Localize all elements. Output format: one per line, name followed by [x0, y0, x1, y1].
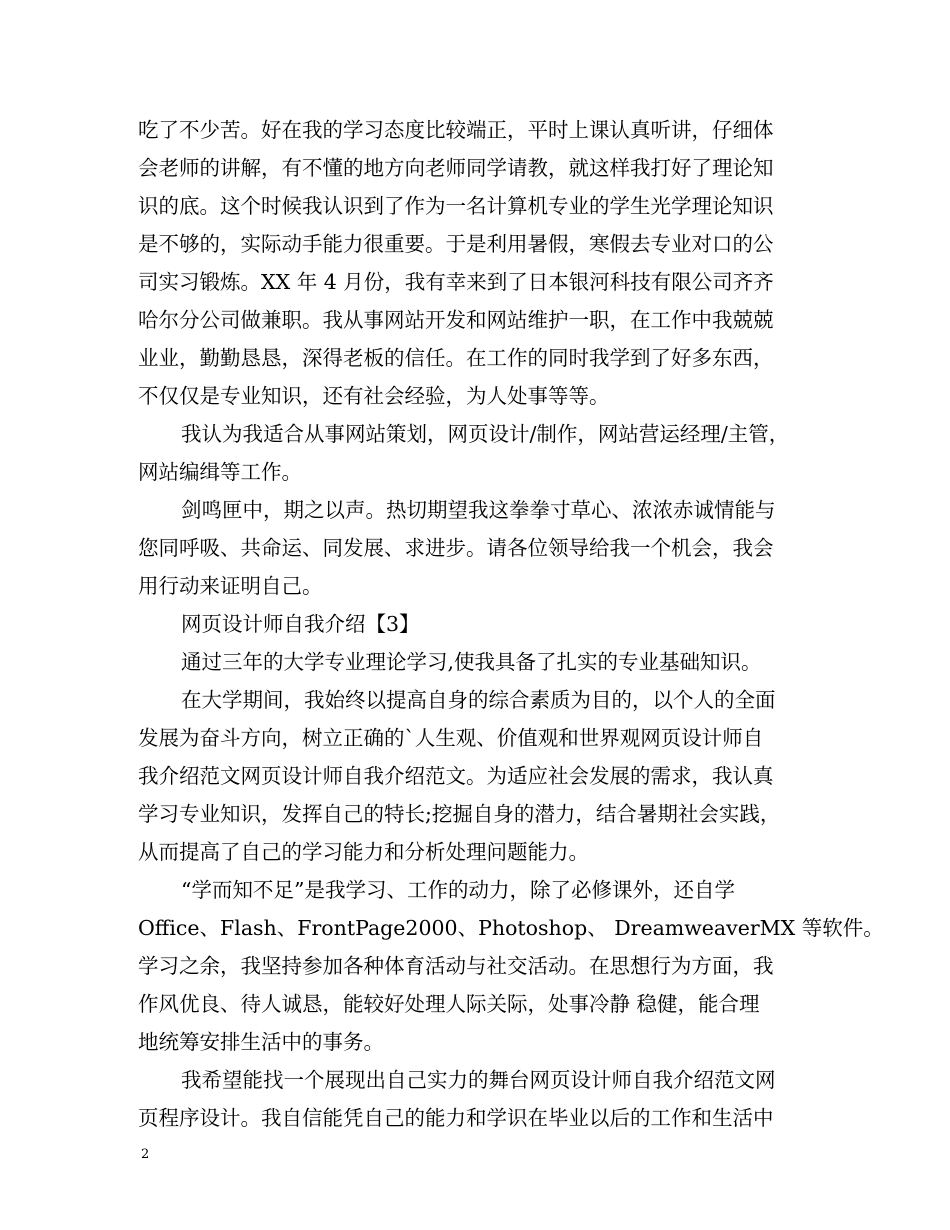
text-line: 我介绍范文网页设计师自我介绍范文。为适应社会发展的需求，我认真 [138, 764, 774, 788]
text-line: 是不够的，实际动手能力很重要。于是利用暑假，寒假去专业对口的公 [138, 232, 774, 256]
text-line: 司实习锻炼。XX 年 4 月份，我有幸来到了日本银河科技有限公司齐齐 [138, 270, 774, 294]
text-line: 哈尔分公司做兼职。我从事网站开发和网站维护一职，在工作中我兢兢 [138, 308, 774, 332]
text-line: 作风优良、待人诚恳，能较好处理人际关际，处事冷静 稳健，能合理 [138, 992, 760, 1016]
text-line: 用行动来证明自己。 [138, 574, 323, 598]
section-heading: 网页设计师自我介绍【3】 [181, 612, 420, 636]
text-line: 不仅仅是专业知识，还有社会经验，为人处事等等。 [138, 384, 610, 408]
text-line: 学习之余，我坚持参加各种体育活动与社交活动。在思想行为方面，我 [138, 954, 774, 978]
paragraph-first-line: “学而知不足”是我学习、工作的动力，除了必修课外，还自学 [181, 878, 735, 902]
paragraph-first-line: 剑鸣匣中，期之以声。热切期望我这拳拳寸草心、浓浓赤诚情能与 [181, 498, 776, 522]
paragraph-first-line: 通过三年的大学专业理论学习,使我具备了扎实的专业基础知识。 [181, 650, 762, 674]
text-line: 业业，勤勤恳恳，深得老板的信任。在工作的同时我学到了好多东西， [138, 346, 774, 370]
text-line: 地统筹安排生活中的事务。 [138, 1030, 384, 1054]
text-line: 页程序设计。我自信能凭自己的能力和学识在毕业以后的工作和生活中 [138, 1106, 774, 1130]
text-line: Office、Flash、FrontPage2000、Photoshop、 DreamweaverMX 等软件。 [138, 916, 884, 940]
paragraph-first-line: 在大学期间，我始终以提高自身的综合素质为目的，以个人的全面 [181, 688, 776, 712]
text-line: 吃了不少苦。好在我的学习态度比较端正，平时上课认真听讲，仔细体 [138, 118, 774, 142]
text-line: 从而提高了自己的学习能力和分析处理问题能力。 [138, 840, 589, 864]
paragraph-first-line: 我认为我适合从事网站策划，网页设计/制作，网站营运经理/主管， [181, 422, 790, 446]
text-line: 学习专业知识，发挥自己的特长;挖掘自身的潜力，结合暑期社会实践， [138, 802, 781, 826]
text-line: 发展为奋斗方向，树立正确的`人生观、价值观和世界观网页设计师自 [138, 726, 764, 750]
paragraph-first-line: 我希望能找一个展现出自己实力的舞台网页设计师自我介绍范文网 [181, 1068, 776, 1092]
text-line: 识的底。这个时候我认识到了作为一名计算机专业的学生光学理论知识 [138, 194, 774, 218]
page-number: 2 [141, 1147, 150, 1162]
text-line: 您同呼吸、共命运、同发展、求进步。请各位领导给我一个机会，我会 [138, 536, 774, 560]
text-line: 网站编缉等工作。 [138, 460, 302, 484]
text-line: 会老师的讲解，有不懂的地方向老师同学请教，就这样我打好了理论知 [138, 156, 774, 180]
